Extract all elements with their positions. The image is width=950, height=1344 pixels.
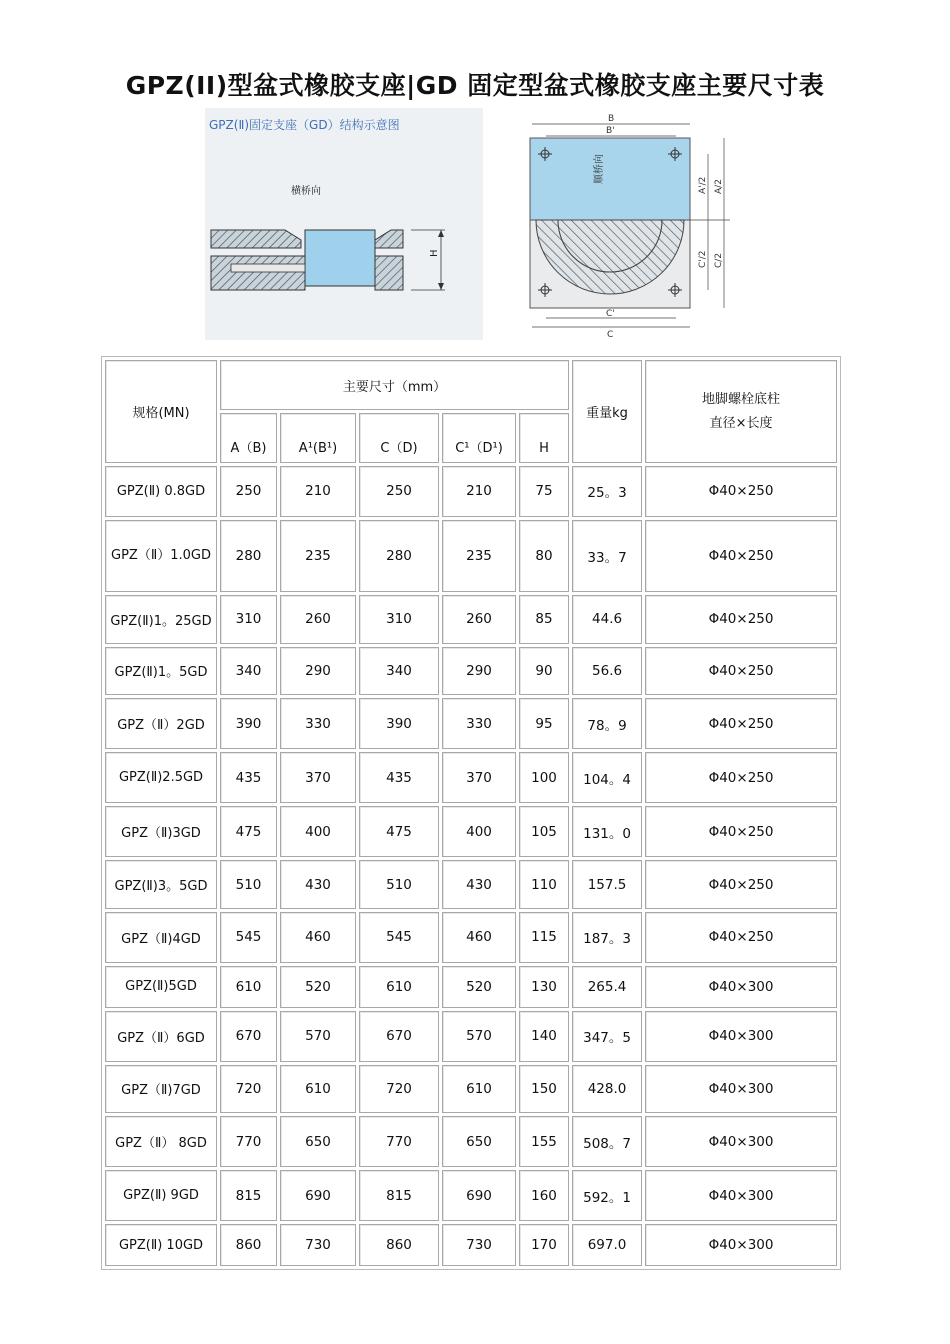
cell-bolt: Φ40×250 — [645, 520, 837, 592]
cell-c1: 610 — [442, 1065, 516, 1114]
cell-weight: 428.0 — [572, 1065, 642, 1114]
cell-h: 170 — [519, 1224, 569, 1266]
cell-bolt: Φ40×250 — [645, 860, 837, 909]
direction-label-transverse: 横桥向 — [291, 186, 321, 197]
top-plate-left — [211, 230, 301, 248]
cell-bolt: Φ40×300 — [645, 1116, 837, 1167]
cell-c: 770 — [359, 1116, 439, 1167]
cell-a1: 235 — [280, 520, 356, 592]
cell-weight: 44.6 — [572, 595, 642, 644]
table-row — [105, 698, 837, 749]
cell-spec: GPZ(Ⅱ)1。25GD — [105, 595, 217, 644]
cell-a: 390 — [220, 698, 277, 749]
table-row — [105, 1224, 837, 1266]
cell-weight: 592。1 — [572, 1170, 642, 1221]
cell-c: 720 — [359, 1065, 439, 1114]
cell-a: 670 — [220, 1011, 277, 1062]
cell-weight: 56.6 — [572, 647, 642, 696]
cell-a1: 690 — [280, 1170, 356, 1221]
dim-a12-label: A'/2 — [698, 176, 708, 194]
table-row — [105, 1011, 837, 1062]
direction-label-longitudinal: 顺桥向 — [594, 154, 605, 184]
cell-bolt: Φ40×250 — [645, 752, 837, 803]
cell-h: 130 — [519, 966, 569, 1008]
dim-c12-label: C'/2 — [698, 250, 708, 268]
header-c1-d1: C¹（D¹) — [442, 413, 516, 463]
cell-bolt: Φ40×300 — [645, 966, 837, 1008]
dim-b1-label: B' — [606, 126, 615, 136]
cell-h: 115 — [519, 912, 569, 963]
cell-weight: 78。9 — [572, 698, 642, 749]
cell-c1: 330 — [442, 698, 516, 749]
table-row — [105, 1116, 837, 1167]
cell-a1: 400 — [280, 806, 356, 857]
table-row — [105, 520, 837, 592]
cell-a: 435 — [220, 752, 277, 803]
cell-c: 860 — [359, 1224, 439, 1266]
cell-a1: 330 — [280, 698, 356, 749]
cell-a1: 570 — [280, 1011, 356, 1062]
cell-spec: GPZ(Ⅱ)1。5GD — [105, 647, 217, 696]
cell-h: 80 — [519, 520, 569, 592]
table-row — [105, 647, 837, 696]
dim-h-label: H — [429, 249, 440, 257]
table-row — [105, 860, 837, 909]
header-h: H — [519, 413, 569, 463]
dim-c2-label: C/2 — [714, 252, 724, 268]
cell-c1: 210 — [442, 466, 516, 517]
cell-c: 815 — [359, 1170, 439, 1221]
cell-h: 110 — [519, 860, 569, 909]
cell-h: 150 — [519, 1065, 569, 1114]
cell-spec: GPZ(Ⅱ) 10GD — [105, 1224, 217, 1266]
cell-bolt: Φ40×300 — [645, 1011, 837, 1062]
cell-bolt: Φ40×250 — [645, 912, 837, 963]
cell-a1: 290 — [280, 647, 356, 696]
cell-weight: 25。3 — [572, 466, 642, 517]
cell-weight: 347。5 — [572, 1011, 642, 1062]
cell-a1: 730 — [280, 1224, 356, 1266]
cell-weight: 33。7 — [572, 520, 642, 592]
cell-h: 105 — [519, 806, 569, 857]
cell-weight: 265.4 — [572, 966, 642, 1008]
header-c-d: C（D) — [359, 413, 439, 463]
dim-a2-label: A/2 — [714, 179, 724, 194]
cell-c: 545 — [359, 912, 439, 963]
cell-bolt: Φ40×300 — [645, 1065, 837, 1114]
table-row — [105, 752, 837, 803]
cell-a: 510 — [220, 860, 277, 909]
cell-weight: 508。7 — [572, 1116, 642, 1167]
cell-spec: GPZ(Ⅱ)5GD — [105, 966, 217, 1008]
cell-spec: GPZ(Ⅱ)3。5GD — [105, 860, 217, 909]
cell-spec: GPZ（Ⅱ)4GD — [105, 912, 217, 963]
header-spec: 规格(MN) — [105, 360, 217, 463]
cell-h: 95 — [519, 698, 569, 749]
cell-a: 770 — [220, 1116, 277, 1167]
cell-a1: 430 — [280, 860, 356, 909]
table-row — [105, 912, 837, 963]
cell-a: 860 — [220, 1224, 277, 1266]
cell-weight: 697.0 — [572, 1224, 642, 1266]
cross-section-diagram — [205, 108, 483, 340]
cell-spec: GPZ(Ⅱ) 9GD — [105, 1170, 217, 1221]
cell-spec: GPZ（Ⅱ)3GD — [105, 806, 217, 857]
cell-spec: GPZ（Ⅱ） 8GD — [105, 1116, 217, 1167]
cell-h: 90 — [519, 647, 569, 696]
cell-weight: 187。3 — [572, 912, 642, 963]
cell-c: 670 — [359, 1011, 439, 1062]
cell-c1: 730 — [442, 1224, 516, 1266]
table-row — [105, 806, 837, 857]
cell-c1: 400 — [442, 806, 516, 857]
cell-c1: 260 — [442, 595, 516, 644]
cell-weight: 104。4 — [572, 752, 642, 803]
table-row — [105, 1065, 837, 1114]
cell-c: 475 — [359, 806, 439, 857]
cell-bolt: Φ40×300 — [645, 1170, 837, 1221]
cell-h: 75 — [519, 466, 569, 517]
cell-weight: 157.5 — [572, 860, 642, 909]
cell-c: 280 — [359, 520, 439, 592]
cell-a: 475 — [220, 806, 277, 857]
cell-spec: GPZ（Ⅱ)7GD — [105, 1065, 217, 1114]
dim-c-label: C — [607, 330, 614, 340]
header-bolt — [645, 360, 837, 463]
rubber-core — [305, 230, 375, 286]
cell-c1: 520 — [442, 966, 516, 1008]
cell-h: 140 — [519, 1011, 569, 1062]
cell-c1: 370 — [442, 752, 516, 803]
dim-c1-label: C' — [606, 309, 615, 319]
cell-h: 85 — [519, 595, 569, 644]
cell-a1: 460 — [280, 912, 356, 963]
cell-c1: 650 — [442, 1116, 516, 1167]
header-main-dims: 主要尺寸（mm） — [220, 360, 569, 410]
figure-caption: GPZ(Ⅱ)固定支座（GD）结构示意图 — [209, 118, 400, 132]
cell-h: 100 — [519, 752, 569, 803]
cell-spec: GPZ（Ⅱ）2GD — [105, 698, 217, 749]
cell-c: 435 — [359, 752, 439, 803]
cell-bolt: Φ40×250 — [645, 698, 837, 749]
cell-c: 310 — [359, 595, 439, 644]
table-row — [105, 966, 837, 1008]
cell-a: 250 — [220, 466, 277, 517]
cell-bolt: Φ40×300 — [645, 1224, 837, 1266]
cell-a: 720 — [220, 1065, 277, 1114]
table-body — [105, 466, 837, 1266]
cell-spec: GPZ(Ⅱ)2.5GD — [105, 752, 217, 803]
cell-bolt: Φ40×250 — [645, 647, 837, 696]
cell-c1: 290 — [442, 647, 516, 696]
cell-a: 310 — [220, 595, 277, 644]
cell-bolt: Φ40×250 — [645, 806, 837, 857]
seal-layer — [231, 264, 305, 272]
table-row — [105, 1170, 837, 1221]
cell-h: 160 — [519, 1170, 569, 1221]
cell-c1: 460 — [442, 912, 516, 963]
cell-a: 280 — [220, 520, 277, 592]
cell-a1: 260 — [280, 595, 356, 644]
dimension-table — [101, 356, 841, 1270]
cell-c1: 235 — [442, 520, 516, 592]
cell-spec: GPZ(Ⅱ) 0.8GD — [105, 466, 217, 517]
header-bolt-line2: 直径×长度 — [709, 415, 773, 431]
cell-weight: 131。0 — [572, 806, 642, 857]
cell-c1: 430 — [442, 860, 516, 909]
cell-c: 510 — [359, 860, 439, 909]
header-weight: 重量kg — [572, 360, 642, 463]
cell-a1: 610 — [280, 1065, 356, 1114]
cell-c: 390 — [359, 698, 439, 749]
header-a-b: A（B) — [220, 413, 277, 463]
cell-bolt: Φ40×250 — [645, 595, 837, 644]
pot-body-right — [375, 256, 403, 290]
table-row — [105, 595, 837, 644]
cell-c: 250 — [359, 466, 439, 517]
table-row — [105, 466, 837, 517]
cell-a: 815 — [220, 1170, 277, 1221]
cell-spec — [105, 520, 217, 592]
page-title: GPZ(II)型盆式橡胶支座|GD 固定型盆式橡胶支座主要尺寸表 — [125, 71, 825, 100]
cell-c: 610 — [359, 966, 439, 1008]
pot-body-left — [211, 256, 305, 290]
cell-a: 545 — [220, 912, 277, 963]
cell-a: 340 — [220, 647, 277, 696]
cell-c: 340 — [359, 647, 439, 696]
cell-c1: 690 — [442, 1170, 516, 1221]
cell-a1: 210 — [280, 466, 356, 517]
dim-b-label: B — [608, 114, 615, 124]
cell-c1: 570 — [442, 1011, 516, 1062]
header-bolt-line1: 地脚螺栓底柱 — [702, 391, 781, 407]
cell-a1: 370 — [280, 752, 356, 803]
cell-h: 155 — [519, 1116, 569, 1167]
header-a1-b1: A¹(B¹) — [280, 413, 356, 463]
cell-a1: 520 — [280, 966, 356, 1008]
cell-spec-text: GPZ（Ⅱ）1.0GD — [111, 547, 211, 563]
plan-view-diagram — [518, 108, 738, 340]
cell-a: 610 — [220, 966, 277, 1008]
cell-spec: GPZ（Ⅱ）6GD — [105, 1011, 217, 1062]
cell-bolt: Φ40×250 — [645, 466, 837, 517]
cell-a1: 650 — [280, 1116, 356, 1167]
top-plate — [530, 138, 690, 220]
